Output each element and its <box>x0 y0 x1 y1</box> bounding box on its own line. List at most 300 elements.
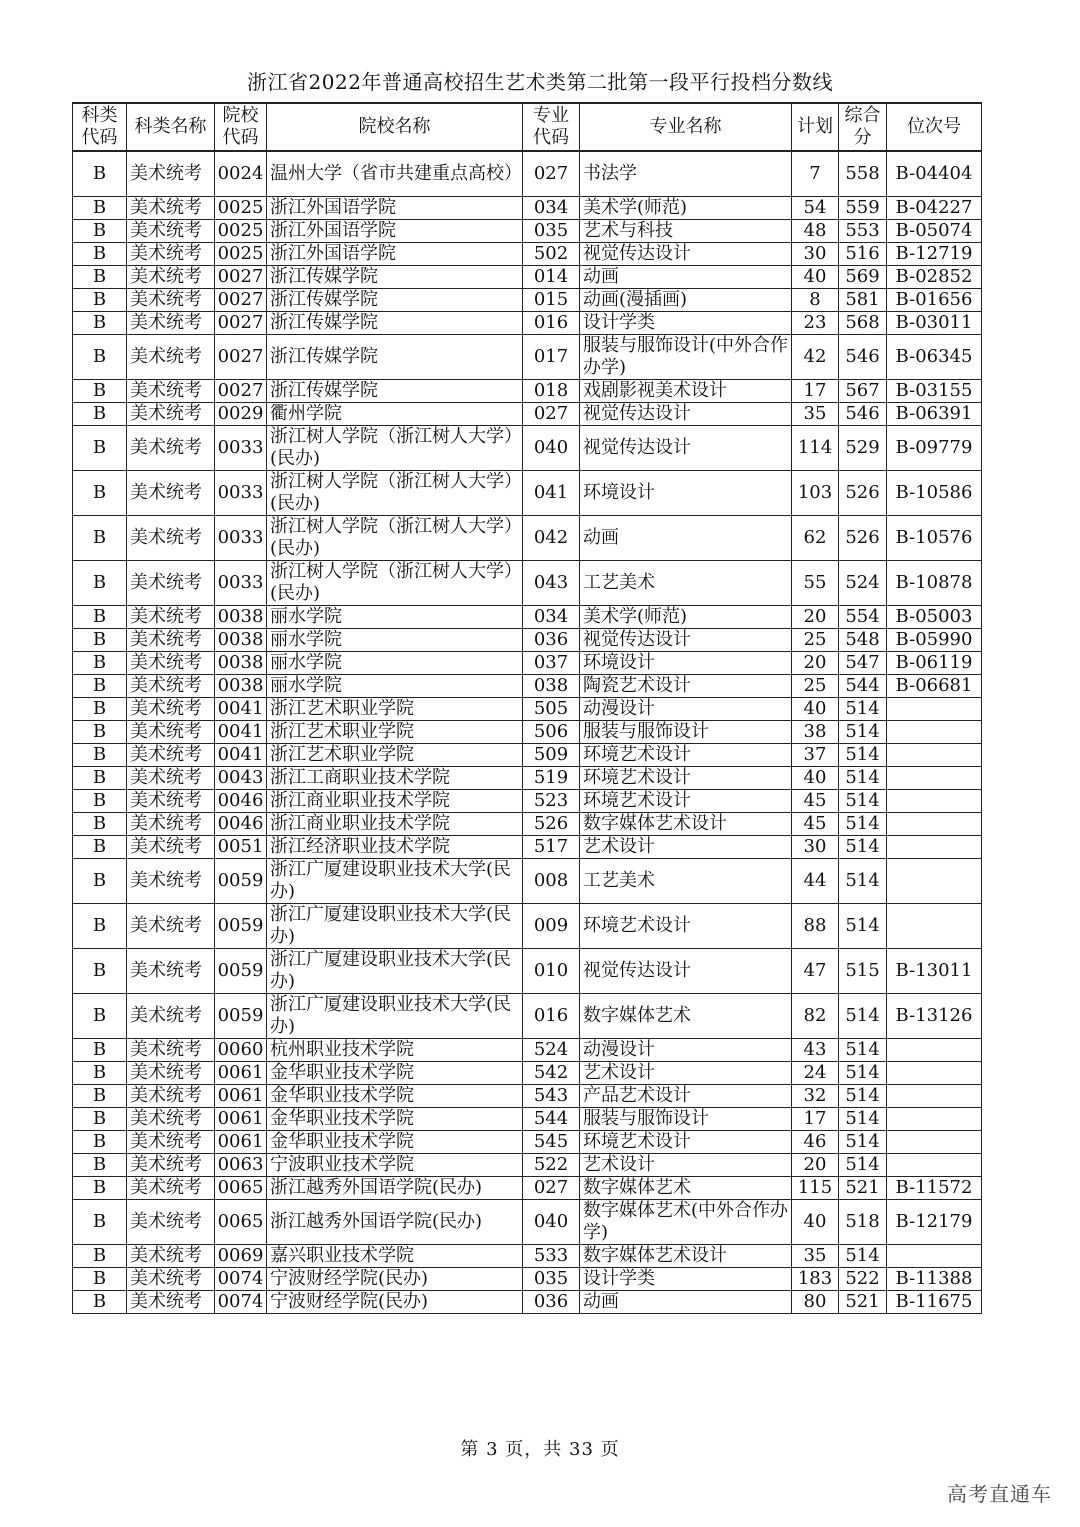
cell-score: 518 <box>839 1200 887 1245</box>
cell-plan: 183 <box>792 1268 839 1291</box>
cell-subject-code: B <box>73 629 127 652</box>
cell-subject-name: 美术统考 <box>127 606 215 629</box>
cell-major-code: 018 <box>523 380 580 403</box>
cell-major-code: 037 <box>523 652 580 675</box>
cell-plan: 48 <box>792 220 839 243</box>
cell-school-name: 金华职业技术学院 <box>267 1085 523 1108</box>
cell-school-name: 杭州职业技术学院 <box>267 1039 523 1062</box>
cell-subject-name: 美术统考 <box>127 1062 215 1085</box>
cell-major-name: 动漫设计 <box>580 698 792 721</box>
cell-school-name: 丽水学院 <box>267 629 523 652</box>
cell-plan: 7 <box>792 151 839 197</box>
cell-subject-code: B <box>73 1200 127 1245</box>
cell-school-name: 浙江工商职业技术学院 <box>267 767 523 790</box>
cell-plan: 42 <box>792 335 839 380</box>
cell-subject-name: 美术统考 <box>127 380 215 403</box>
table-row <box>73 1291 982 1314</box>
cell-subject-name: 美术统考 <box>127 859 215 904</box>
cell-major-name: 环境艺术设计 <box>580 904 792 949</box>
cell-plan: 35 <box>792 1245 839 1268</box>
cell-school-code: 0074 <box>215 1291 267 1314</box>
cell-school-code: 0041 <box>215 698 267 721</box>
cell-major-code: 035 <box>523 1268 580 1291</box>
cell-subject-name: 美术统考 <box>127 220 215 243</box>
cell-school-code: 0060 <box>215 1039 267 1062</box>
cell-score: 514 <box>839 1062 887 1085</box>
cell-major-code: 544 <box>523 1108 580 1131</box>
cell-rank <box>887 1108 982 1131</box>
cell-major-code: 517 <box>523 836 580 859</box>
cell-subject-code: B <box>73 836 127 859</box>
header-major-name: 专业名称 <box>580 103 792 151</box>
cell-plan: 43 <box>792 1039 839 1062</box>
cell-plan: 115 <box>792 1177 839 1200</box>
cell-school-name: 浙江树人学院（浙江树人大学）(民办) <box>267 516 523 561</box>
table-row <box>73 243 982 266</box>
cell-major-name: 美术学(师范) <box>580 197 792 220</box>
cell-subject-name: 美术统考 <box>127 1085 215 1108</box>
cell-subject-code: B <box>73 721 127 744</box>
cell-major-name: 视觉传达设计 <box>580 403 792 426</box>
cell-score: 514 <box>839 790 887 813</box>
cell-school-name: 浙江树人学院（浙江树人大学）(民办) <box>267 471 523 516</box>
cell-subject-name: 美术统考 <box>127 243 215 266</box>
cell-subject-name: 美术统考 <box>127 1200 215 1245</box>
cell-subject-code: B <box>73 403 127 426</box>
cell-subject-name: 美术统考 <box>127 813 215 836</box>
cell-rank: B-13126 <box>887 994 982 1039</box>
table-row <box>73 516 982 561</box>
table-row <box>73 471 982 516</box>
cell-subject-name: 美术统考 <box>127 1108 215 1131</box>
cell-major-name: 数字媒体艺术(中外合作办学) <box>580 1200 792 1245</box>
cell-score: 514 <box>839 744 887 767</box>
cell-school-name: 浙江树人学院（浙江树人大学）(民办) <box>267 561 523 606</box>
cell-major-code: 042 <box>523 516 580 561</box>
table-row <box>73 1154 982 1177</box>
cell-plan: 54 <box>792 197 839 220</box>
cell-score: 514 <box>839 859 887 904</box>
cell-plan: 30 <box>792 836 839 859</box>
cell-major-name: 工艺美术 <box>580 561 792 606</box>
cell-major-name: 动画 <box>580 1291 792 1314</box>
cell-rank: B-11572 <box>887 1177 982 1200</box>
cell-school-code: 0038 <box>215 606 267 629</box>
cell-major-code: 040 <box>523 426 580 471</box>
cell-subject-name: 美术统考 <box>127 266 215 289</box>
cell-school-name: 金华职业技术学院 <box>267 1131 523 1154</box>
cell-subject-code: B <box>73 312 127 335</box>
cell-major-name: 环境艺术设计 <box>580 790 792 813</box>
score-table <box>72 102 982 1314</box>
cell-score: 514 <box>839 813 887 836</box>
cell-score: 554 <box>839 606 887 629</box>
cell-rank <box>887 721 982 744</box>
cell-score: 514 <box>839 994 887 1039</box>
table-row <box>73 698 982 721</box>
cell-subject-code: B <box>73 790 127 813</box>
cell-school-code: 0065 <box>215 1200 267 1245</box>
cell-rank: B-12719 <box>887 243 982 266</box>
cell-school-code: 0038 <box>215 675 267 698</box>
cell-school-code: 0024 <box>215 151 267 197</box>
cell-major-code: 533 <box>523 1245 580 1268</box>
cell-school-name: 浙江传媒学院 <box>267 380 523 403</box>
header-major-code: 专业代码 <box>523 103 580 151</box>
cell-major-code: 523 <box>523 790 580 813</box>
table-row <box>73 790 982 813</box>
cell-major-code: 016 <box>523 994 580 1039</box>
table-row <box>73 403 982 426</box>
cell-rank: B-10586 <box>887 471 982 516</box>
cell-plan: 24 <box>792 1062 839 1085</box>
cell-school-name: 浙江越秀外国语学院(民办) <box>267 1177 523 1200</box>
cell-school-code: 0038 <box>215 629 267 652</box>
cell-school-code: 0041 <box>215 721 267 744</box>
cell-rank: B-11675 <box>887 1291 982 1314</box>
cell-rank: B-10576 <box>887 516 982 561</box>
cell-major-code: 041 <box>523 471 580 516</box>
cell-major-code: 040 <box>523 1200 580 1245</box>
cell-school-code: 0061 <box>215 1131 267 1154</box>
cell-major-name: 环境设计 <box>580 652 792 675</box>
cell-plan: 103 <box>792 471 839 516</box>
table-row <box>73 836 982 859</box>
cell-school-code: 0059 <box>215 859 267 904</box>
cell-school-code: 0059 <box>215 904 267 949</box>
table-row <box>73 289 982 312</box>
cell-subject-name: 美术统考 <box>127 312 215 335</box>
cell-school-code: 0027 <box>215 289 267 312</box>
cell-score: 514 <box>839 767 887 790</box>
table-row <box>73 266 982 289</box>
cell-school-code: 0033 <box>215 426 267 471</box>
cell-plan: 40 <box>792 266 839 289</box>
cell-subject-code: B <box>73 1245 127 1268</box>
cell-rank: B-06391 <box>887 403 982 426</box>
cell-score: 547 <box>839 652 887 675</box>
cell-rank <box>887 1154 982 1177</box>
cell-rank: B-04227 <box>887 197 982 220</box>
cell-plan: 88 <box>792 904 839 949</box>
cell-rank: B-09779 <box>887 426 982 471</box>
cell-major-name: 戏剧影视美术设计 <box>580 380 792 403</box>
cell-score: 514 <box>839 904 887 949</box>
cell-major-name: 视觉传达设计 <box>580 949 792 994</box>
cell-subject-code: B <box>73 652 127 675</box>
cell-major-name: 动漫设计 <box>580 1039 792 1062</box>
cell-subject-name: 美术统考 <box>127 767 215 790</box>
cell-school-name: 金华职业技术学院 <box>267 1108 523 1131</box>
cell-rank <box>887 1039 982 1062</box>
cell-subject-name: 美术统考 <box>127 197 215 220</box>
cell-school-code: 0027 <box>215 380 267 403</box>
cell-school-code: 0027 <box>215 266 267 289</box>
cell-school-code: 0059 <box>215 949 267 994</box>
cell-school-code: 0027 <box>215 312 267 335</box>
table-row <box>73 151 982 197</box>
cell-score: 514 <box>839 1131 887 1154</box>
cell-subject-name: 美术统考 <box>127 629 215 652</box>
cell-school-code: 0065 <box>215 1177 267 1200</box>
cell-rank <box>887 1085 982 1108</box>
cell-major-name: 视觉传达设计 <box>580 243 792 266</box>
cell-plan: 40 <box>792 1200 839 1245</box>
watermark: 高考直通车 <box>947 1482 1052 1506</box>
cell-rank: B-05003 <box>887 606 982 629</box>
cell-rank: B-02852 <box>887 266 982 289</box>
cell-plan: 32 <box>792 1085 839 1108</box>
table-row <box>73 380 982 403</box>
cell-school-name: 金华职业技术学院 <box>267 1062 523 1085</box>
cell-major-name: 设计学类 <box>580 312 792 335</box>
cell-rank: B-10878 <box>887 561 982 606</box>
cell-plan: 20 <box>792 652 839 675</box>
cell-school-code: 0061 <box>215 1062 267 1085</box>
cell-subject-code: B <box>73 675 127 698</box>
cell-school-code: 0029 <box>215 403 267 426</box>
cell-subject-code: B <box>73 859 127 904</box>
cell-school-name: 浙江艺术职业学院 <box>267 744 523 767</box>
cell-plan: 45 <box>792 790 839 813</box>
cell-plan: 44 <box>792 859 839 904</box>
cell-rank: B-04404 <box>887 151 982 197</box>
cell-major-code: 036 <box>523 629 580 652</box>
cell-subject-code: B <box>73 1177 127 1200</box>
cell-plan: 82 <box>792 994 839 1039</box>
cell-score: 526 <box>839 471 887 516</box>
cell-school-code: 0069 <box>215 1245 267 1268</box>
cell-school-name: 温州大学（省市共建重点高校） <box>267 151 523 197</box>
cell-rank: B-06681 <box>887 675 982 698</box>
cell-subject-name: 美术统考 <box>127 790 215 813</box>
table-row <box>73 652 982 675</box>
cell-subject-name: 美术统考 <box>127 994 215 1039</box>
cell-subject-name: 美术统考 <box>127 471 215 516</box>
cell-subject-code: B <box>73 813 127 836</box>
cell-rank: B-05990 <box>887 629 982 652</box>
header-school-code: 院校代码 <box>215 103 267 151</box>
cell-plan: 80 <box>792 1291 839 1314</box>
cell-school-name: 浙江外国语学院 <box>267 220 523 243</box>
cell-school-name: 浙江广厦建设职业技术大学(民办) <box>267 949 523 994</box>
cell-plan: 38 <box>792 721 839 744</box>
cell-major-name: 设计学类 <box>580 1268 792 1291</box>
cell-school-name: 浙江树人学院（浙江树人大学）(民办) <box>267 426 523 471</box>
cell-school-code: 0061 <box>215 1085 267 1108</box>
cell-rank: B-13011 <box>887 949 982 994</box>
cell-major-code: 035 <box>523 220 580 243</box>
cell-school-name: 浙江广厦建设职业技术大学(民办) <box>267 994 523 1039</box>
cell-plan: 114 <box>792 426 839 471</box>
cell-major-name: 服装与服饰设计 <box>580 1108 792 1131</box>
table-row <box>73 1245 982 1268</box>
cell-major-name: 环境艺术设计 <box>580 767 792 790</box>
cell-school-code: 0033 <box>215 471 267 516</box>
cell-score: 558 <box>839 151 887 197</box>
cell-school-code: 0061 <box>215 1108 267 1131</box>
cell-major-name: 动画(漫插画) <box>580 289 792 312</box>
cell-rank: B-05074 <box>887 220 982 243</box>
cell-major-name: 工艺美术 <box>580 859 792 904</box>
cell-rank <box>887 859 982 904</box>
header-plan: 计划 <box>792 103 839 151</box>
cell-rank: B-11388 <box>887 1268 982 1291</box>
cell-major-code: 043 <box>523 561 580 606</box>
cell-score: 514 <box>839 1039 887 1062</box>
cell-score: 514 <box>839 1108 887 1131</box>
cell-major-name: 数字媒体艺术设计 <box>580 1245 792 1268</box>
header-school-name: 院校名称 <box>267 103 523 151</box>
cell-school-code: 0025 <box>215 197 267 220</box>
cell-subject-code: B <box>73 1108 127 1131</box>
table-row <box>73 1062 982 1085</box>
cell-major-code: 524 <box>523 1039 580 1062</box>
table-row <box>73 813 982 836</box>
table-row <box>73 1177 982 1200</box>
cell-subject-code: B <box>73 426 127 471</box>
cell-school-code: 0063 <box>215 1154 267 1177</box>
cell-school-name: 浙江艺术职业学院 <box>267 698 523 721</box>
cell-score: 516 <box>839 243 887 266</box>
cell-school-code: 0046 <box>215 813 267 836</box>
cell-rank: B-03011 <box>887 312 982 335</box>
cell-subject-name: 美术统考 <box>127 289 215 312</box>
cell-school-name: 嘉兴职业技术学院 <box>267 1245 523 1268</box>
cell-subject-code: B <box>73 767 127 790</box>
table-row <box>73 904 982 949</box>
cell-subject-code: B <box>73 516 127 561</box>
cell-rank <box>887 813 982 836</box>
cell-subject-name: 美术统考 <box>127 949 215 994</box>
cell-subject-code: B <box>73 949 127 994</box>
cell-school-code: 0074 <box>215 1268 267 1291</box>
cell-major-code: 502 <box>523 243 580 266</box>
cell-major-name: 视觉传达设计 <box>580 629 792 652</box>
table-row <box>73 859 982 904</box>
cell-plan: 30 <box>792 243 839 266</box>
table-header-row <box>73 103 982 151</box>
cell-major-code: 526 <box>523 813 580 836</box>
table-row <box>73 675 982 698</box>
table-row <box>73 1108 982 1131</box>
cell-rank: B-03155 <box>887 380 982 403</box>
cell-plan: 45 <box>792 813 839 836</box>
cell-subject-name: 美术统考 <box>127 1245 215 1268</box>
cell-school-name: 浙江外国语学院 <box>267 243 523 266</box>
cell-major-name: 服装与服饰设计 <box>580 721 792 744</box>
cell-subject-code: B <box>73 904 127 949</box>
cell-score: 521 <box>839 1177 887 1200</box>
cell-school-name: 浙江艺术职业学院 <box>267 721 523 744</box>
cell-school-name: 浙江外国语学院 <box>267 197 523 220</box>
cell-major-code: 522 <box>523 1154 580 1177</box>
page-footer: 第 3 页，共 33 页 <box>460 1439 620 1460</box>
cell-plan: 25 <box>792 629 839 652</box>
cell-school-name: 浙江传媒学院 <box>267 312 523 335</box>
cell-school-name: 浙江商业职业技术学院 <box>267 790 523 813</box>
cell-score: 546 <box>839 335 887 380</box>
cell-major-name: 数字媒体艺术 <box>580 994 792 1039</box>
table-row <box>73 1131 982 1154</box>
cell-score: 526 <box>839 516 887 561</box>
cell-score: 553 <box>839 220 887 243</box>
cell-school-code: 0041 <box>215 744 267 767</box>
cell-score: 514 <box>839 698 887 721</box>
cell-score: 514 <box>839 836 887 859</box>
cell-plan: 46 <box>792 1131 839 1154</box>
cell-subject-code: B <box>73 151 127 197</box>
table-row <box>73 994 982 1039</box>
table-row <box>73 767 982 790</box>
cell-major-code: 034 <box>523 197 580 220</box>
cell-score: 514 <box>839 1245 887 1268</box>
cell-school-code: 0025 <box>215 220 267 243</box>
cell-plan: 17 <box>792 1108 839 1131</box>
cell-major-code: 014 <box>523 266 580 289</box>
cell-major-name: 产品艺术设计 <box>580 1085 792 1108</box>
cell-subject-code: B <box>73 744 127 767</box>
cell-school-name: 丽水学院 <box>267 652 523 675</box>
cell-rank <box>887 1062 982 1085</box>
cell-subject-name: 美术统考 <box>127 904 215 949</box>
cell-score: 569 <box>839 266 887 289</box>
cell-major-code: 543 <box>523 1085 580 1108</box>
cell-plan: 37 <box>792 744 839 767</box>
cell-school-code: 0033 <box>215 516 267 561</box>
cell-score: 548 <box>839 629 887 652</box>
header-subject-name: 科类名称 <box>127 103 215 151</box>
cell-school-name: 浙江广厦建设职业技术大学(民办) <box>267 859 523 904</box>
table-row <box>73 744 982 767</box>
cell-score: 567 <box>839 380 887 403</box>
cell-plan: 8 <box>792 289 839 312</box>
cell-school-code: 0046 <box>215 790 267 813</box>
cell-subject-name: 美术统考 <box>127 698 215 721</box>
cell-rank <box>887 767 982 790</box>
cell-subject-code: B <box>73 561 127 606</box>
table-row <box>73 1200 982 1245</box>
cell-subject-code: B <box>73 606 127 629</box>
cell-major-name: 艺术设计 <box>580 836 792 859</box>
cell-major-code: 506 <box>523 721 580 744</box>
cell-major-code: 542 <box>523 1062 580 1085</box>
cell-plan: 40 <box>792 767 839 790</box>
cell-major-code: 034 <box>523 606 580 629</box>
cell-major-code: 027 <box>523 1177 580 1200</box>
cell-major-name: 动画 <box>580 516 792 561</box>
cell-score: 559 <box>839 197 887 220</box>
cell-subject-code: B <box>73 243 127 266</box>
cell-major-name: 动画 <box>580 266 792 289</box>
cell-school-name: 宁波财经学院(民办) <box>267 1291 523 1314</box>
cell-major-code: 027 <box>523 151 580 197</box>
cell-major-code: 017 <box>523 335 580 380</box>
cell-subject-name: 美术统考 <box>127 744 215 767</box>
cell-score: 514 <box>839 721 887 744</box>
header-subject-code: 科类代码 <box>73 103 127 151</box>
cell-school-code: 0059 <box>215 994 267 1039</box>
cell-school-name: 浙江商业职业技术学院 <box>267 813 523 836</box>
cell-rank <box>887 904 982 949</box>
cell-major-code: 519 <box>523 767 580 790</box>
cell-subject-code: B <box>73 335 127 380</box>
cell-major-code: 009 <box>523 904 580 949</box>
table-row <box>73 949 982 994</box>
cell-subject-code: B <box>73 266 127 289</box>
table-row <box>73 1268 982 1291</box>
cell-major-code: 036 <box>523 1291 580 1314</box>
